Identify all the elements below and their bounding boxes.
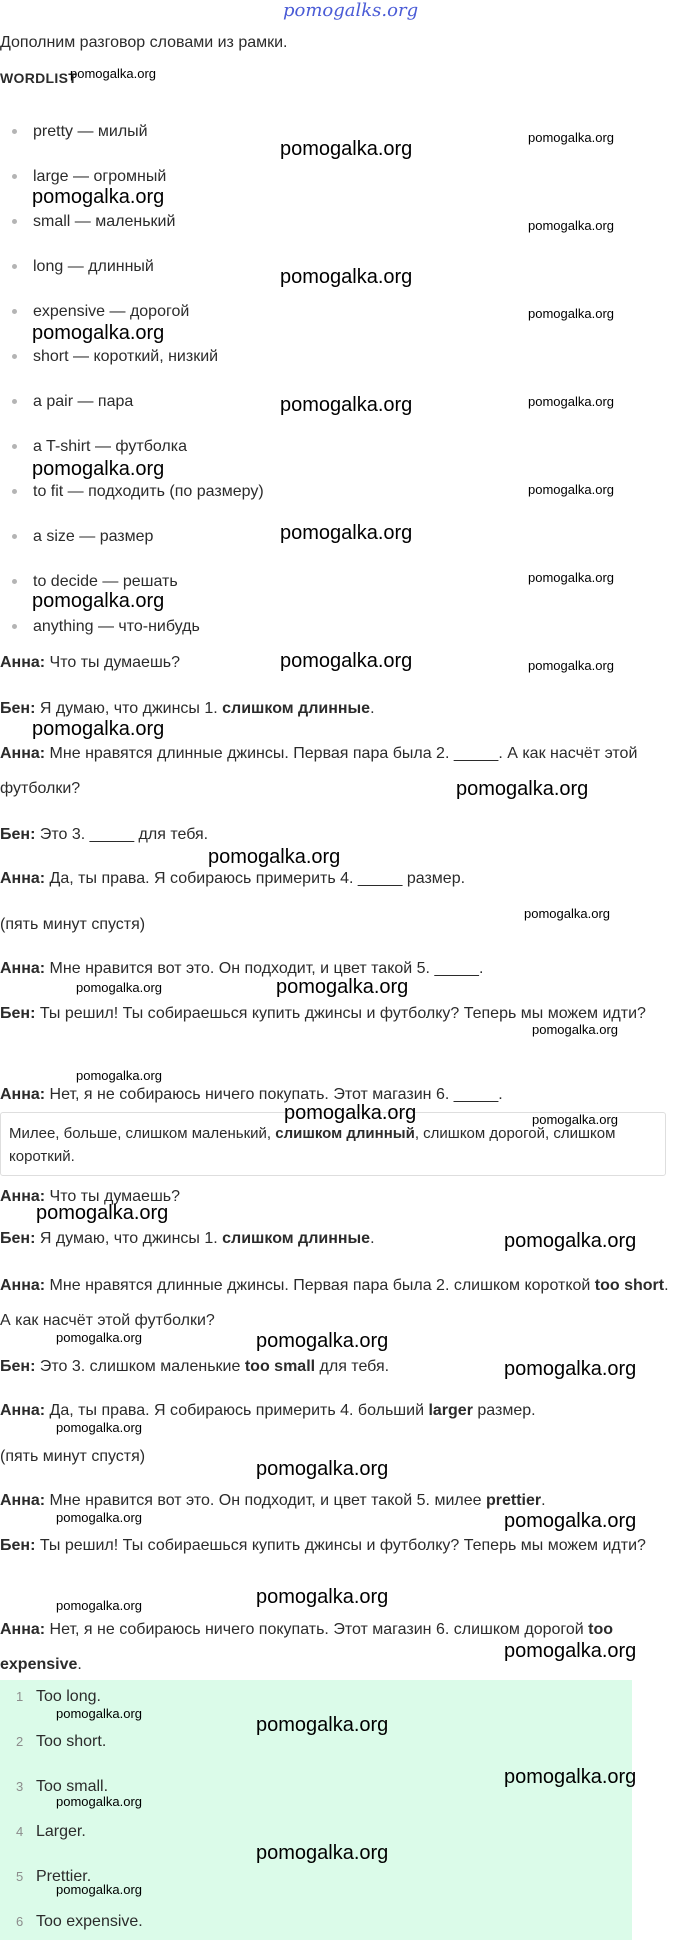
bullet-icon bbox=[12, 534, 17, 539]
watermark: pomogalka.org bbox=[70, 66, 156, 81]
watermark: pomogalka.org bbox=[504, 1510, 637, 1532]
watermark: pomogalka.org bbox=[524, 906, 610, 921]
watermark: pomogalka.org bbox=[280, 138, 413, 160]
solution-line: Анна: Да, ты права. Я собираюсь примерить 4. больший larger размер. bbox=[0, 1402, 536, 1419]
wordlist-item: long — длинный bbox=[12, 258, 154, 276]
answer-item: 4 Larger. bbox=[16, 1823, 86, 1840]
watermark: pomogalka.org bbox=[284, 1102, 417, 1124]
watermark: pomogalka.org bbox=[76, 980, 162, 995]
solution-line: Бен: Это 3. слишком маленькие too small для тебя. bbox=[0, 1358, 390, 1375]
bullet-icon bbox=[12, 354, 17, 359]
bullet-icon bbox=[12, 219, 17, 224]
watermark: pomogalka.org bbox=[256, 1714, 389, 1736]
watermark: pomogalka.org bbox=[528, 130, 614, 145]
watermark: pomogalka.org bbox=[32, 322, 165, 344]
bullet-icon bbox=[12, 399, 17, 404]
watermark: pomogalka.org bbox=[280, 394, 413, 416]
solution-line: Анна: Мне нравятся длинные джинсы. Первая пара была 2. слишком короткой too short. А как насчёт этой футболки? bbox=[0, 1277, 669, 1329]
wordlist-item: to decide — решать bbox=[12, 573, 178, 591]
watermark: pomogalka.org bbox=[280, 522, 413, 544]
watermark: pomogalka.org bbox=[256, 1458, 389, 1480]
solution-line: Анна: Мне нравится вот это. Он подходит, и цвет такой 5. милее prettier. bbox=[0, 1492, 546, 1509]
watermark: pomogalka.org bbox=[504, 1766, 637, 1788]
wordlist-item: a size — размер bbox=[12, 528, 153, 546]
instruction-text: Дополним разговор словами из рамки. bbox=[0, 34, 288, 51]
watermark: pomogalka.org bbox=[280, 650, 413, 672]
dialogue-line: Бен: Это 3. _____ для тебя. bbox=[0, 826, 209, 843]
bullet-icon bbox=[12, 174, 17, 179]
watermark: pomogalka.org bbox=[56, 1330, 142, 1345]
solution-line: (пять минут спустя) bbox=[0, 1448, 146, 1465]
bullet-icon bbox=[12, 309, 17, 314]
watermark: pomogalka.org bbox=[256, 1586, 389, 1608]
wordlist-item: a pair — пара bbox=[12, 393, 133, 411]
wordlist-item: large — огромный bbox=[12, 168, 166, 186]
dialogue-line: Бен: Я думаю, что джинсы 1. слишком длинные. bbox=[0, 700, 375, 717]
watermark: pomogalka.org bbox=[276, 976, 409, 998]
watermark: pomogalka.org bbox=[504, 1230, 637, 1252]
watermark: pomogalka.org bbox=[504, 1640, 637, 1662]
wordlist-title: WORDLIST bbox=[0, 70, 78, 86]
bullet-icon bbox=[12, 444, 17, 449]
answer-item: 3 Too small. bbox=[16, 1778, 109, 1795]
answer-item: 5 Prettier. bbox=[16, 1868, 92, 1885]
watermark: pomogalka.org bbox=[32, 186, 165, 208]
solution-line: Анна: Нет, я не собираюсь ничего покупать. Этот магазин 6. слишком дорогой too expensive. bbox=[0, 1621, 614, 1673]
answer-item: 2 Too short. bbox=[16, 1733, 107, 1750]
watermark: pomogalka.org bbox=[528, 306, 614, 321]
watermark: pomogalka.org bbox=[456, 778, 589, 800]
watermark: pomogalka.org bbox=[56, 1420, 142, 1435]
wordlist-item: small — маленький bbox=[12, 213, 175, 231]
site-logo[interactable]: pomogalks.org bbox=[283, 0, 419, 21]
watermark: pomogalka.org bbox=[528, 394, 614, 409]
bullet-icon bbox=[12, 489, 17, 494]
dialogue-line: Анна: Да, ты права. Я собираюсь примерить 4. _____ размер. bbox=[0, 870, 466, 887]
answer-item: 1 Too long. bbox=[16, 1688, 101, 1705]
watermark: pomogalka.org bbox=[76, 1068, 162, 1083]
watermark: pomogalka.org bbox=[32, 590, 165, 612]
wordlist-item: to fit — подходить (по размеру) bbox=[12, 483, 264, 501]
wordlist-item: expensive — дорогой bbox=[12, 303, 189, 321]
bullet-icon bbox=[12, 624, 17, 629]
wordlist-item: anything — что-нибудь bbox=[12, 618, 200, 636]
watermark: pomogalka.org bbox=[56, 1706, 142, 1721]
watermark: pomogalka.org bbox=[532, 1022, 618, 1037]
watermark: pomogalka.org bbox=[528, 482, 614, 497]
dialogue-line: Бен: Ты решил! Ты собираешься купить джинсы и футболку? Теперь мы можем идти? bbox=[0, 1005, 646, 1022]
watermark: pomogalka.org bbox=[208, 846, 341, 868]
watermark: pomogalka.org bbox=[528, 570, 614, 585]
watermark: pomogalka.org bbox=[56, 1598, 142, 1613]
dialogue-line: Анна: Мне нравятся длинные джинсы. Первая пара была 2. _____. А как насчёт этой футболки? bbox=[0, 745, 638, 797]
bullet-icon bbox=[12, 579, 17, 584]
dialogue-line: Анна: Нет, я не собираюсь ничего покупать. Этот магазин 6. _____. bbox=[0, 1086, 503, 1103]
watermark: pomogalka.org bbox=[532, 1112, 618, 1127]
watermark: pomogalka.org bbox=[280, 266, 413, 288]
solution-line: Бен: Ты решил! Ты собираешься купить джинсы и футболку? Теперь мы можем идти? bbox=[0, 1537, 646, 1554]
bullet-icon bbox=[12, 264, 17, 269]
dialogue-line: Анна: Мне нравится вот это. Он подходит, и цвет такой 5. _____. bbox=[0, 960, 484, 977]
answer-item: 6 Too expensive. bbox=[16, 1913, 143, 1930]
watermark: pomogalka.org bbox=[32, 718, 165, 740]
wordlist-item: short — короткий, низкий bbox=[12, 348, 218, 366]
dialogue-line: (пять минут спустя) bbox=[0, 916, 146, 933]
watermark: pomogalka.org bbox=[528, 658, 614, 673]
dialogue-line: Анна: Что ты думаешь? bbox=[0, 654, 181, 671]
watermark: pomogalka.org bbox=[256, 1330, 389, 1352]
solution-line: Бен: Я думаю, что джинсы 1. слишком длинные. bbox=[0, 1230, 375, 1247]
wordlist-item: pretty — милый bbox=[12, 123, 148, 141]
watermark: pomogalka.org bbox=[56, 1794, 142, 1809]
watermark: pomogalka.org bbox=[256, 1842, 389, 1864]
watermark: pomogalka.org bbox=[32, 458, 165, 480]
wordlist-item: a T-shirt — футболка bbox=[12, 438, 187, 456]
watermark: pomogalka.org bbox=[504, 1358, 637, 1380]
bullet-icon bbox=[12, 129, 17, 134]
watermark: pomogalka.org bbox=[528, 218, 614, 233]
solution-line: Анна: Что ты думаешь? bbox=[0, 1188, 181, 1205]
word-box: Милее, больше, слишком маленький, слишком длинный, слишком дорогой, слишком короткий. bbox=[0, 1112, 666, 1176]
watermark: pomogalka.org bbox=[56, 1510, 142, 1525]
watermark: pomogalka.org bbox=[36, 1202, 169, 1224]
watermark: pomogalka.org bbox=[56, 1882, 142, 1897]
